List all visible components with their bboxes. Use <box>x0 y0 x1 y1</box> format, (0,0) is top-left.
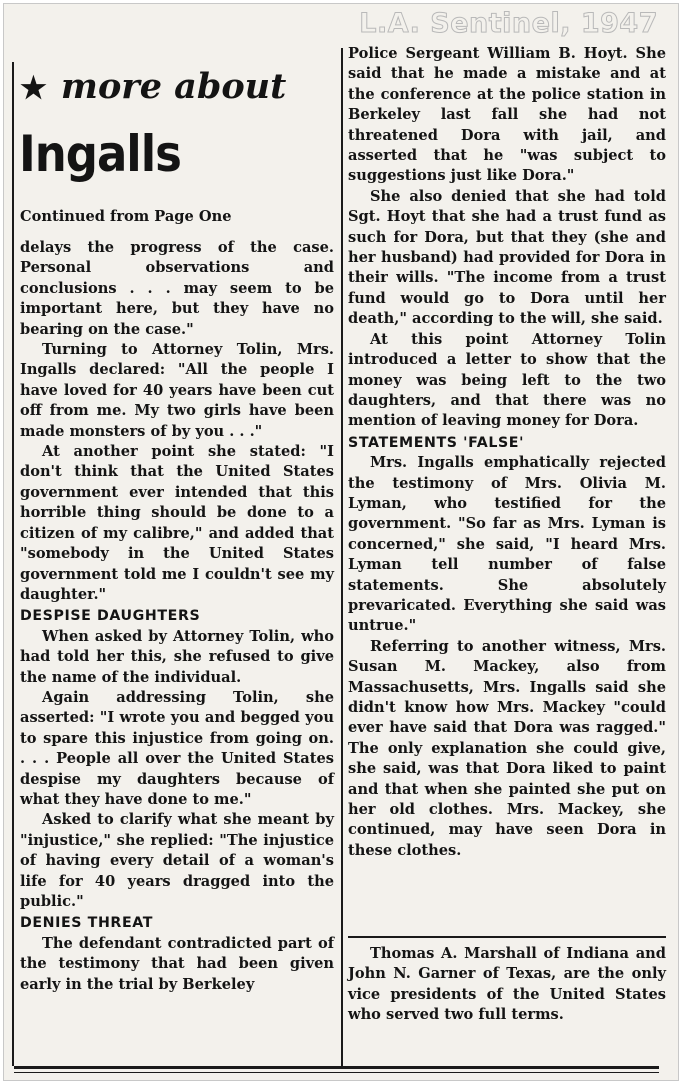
article-paragraph: At this point Attorney Tolin introduced a letter to show that the money was being left to the two daughters, and that there was no mention of leaving money for Dora. <box>348 330 666 430</box>
kicker-text: more about <box>60 66 287 107</box>
section-subhead: DENIES THREAT <box>20 915 153 932</box>
article-paragraph: The defendant contradicted part of the testimony that had been given early in the trial by Berkeley <box>20 934 334 993</box>
article-paragraph: Police Sergeant William B. Hoyt. She said that he made a mistake and at the conference at the police station in Berkeley last fall she had not threatened Dora with jail, and asserted that he "was subject to suggestions just like Dora." <box>348 45 666 185</box>
kicker-line <box>20 66 286 110</box>
left-column <box>20 238 334 995</box>
star-icon: ★ <box>20 71 47 106</box>
continued-note: Continued from Page One <box>20 208 232 225</box>
filler-item <box>348 944 666 1026</box>
column-divider <box>341 48 343 1066</box>
section-subhead: DESPISE DAUGHTERS <box>20 608 201 625</box>
headline: Ingalls <box>19 125 181 183</box>
article-paragraph: Asked to clarify what she meant by "injustice," she replied: "The injustice of having every detail of a woman's life for 40 years dragged into the public." <box>20 811 334 910</box>
bottom-rule <box>14 1066 659 1069</box>
article-paragraph: Again addressing Tolin, she asserted: "I wrote you and begged you to spare this injustice from going on. . . . People all over the United States despise my daughters because of what they have done to me." <box>20 688 334 808</box>
article-paragraph: At another point she stated: "I don't think that the United States government ever intended that this horrible thing should be done to a citizen of my calibre," and added that "somebody in the United States government told me I couldn't see my daughter." <box>20 443 334 603</box>
article-paragraph: Mrs. Ingalls emphatically rejected the testimony of Mrs. Olivia M. Lyman, who testified for the government. "So far as Mrs. Lyman is concerned," she said, "I heard Mrs. Lyman tell number of false statements. She absolutely prevaricated. Everything she said was untrue." <box>348 454 666 635</box>
right-column <box>348 44 666 861</box>
article-paragraph: When asked by Attorney Tolin, who had told her this, she refused to give the name of the individual. <box>20 627 334 686</box>
article-paragraph: Turning to Attorney Tolin, Mrs. Ingalls declared: "All the people I have loved for 40 years have been cut off from me. My two girls have been made monsters of by you . . ." <box>20 341 334 440</box>
article-paragraph: delays the progress of the case. Personal observations and conclusions . . . may seem to be important here, but they have no bearing on the case." <box>20 239 334 338</box>
article-paragraph: Referring to another witness, Mrs. Susan M. Mackey, also from Massachusetts, Mrs. Ingalls said she didn't know how Mrs. Mackey "could ever have said that Dora was ragged." The only explanation she could give, she said, was that Dora liked to paint and that when she painted she put on her old clothes. Mrs. Mackey, she continued, may have seen Dora in these clothes. <box>348 637 666 859</box>
newspaper-clipping <box>3 3 679 1081</box>
article-paragraph: Thomas A. Marshall of Indiana and John N. Garner of Texas, are the only vice presidents of the United States who served two full terms. <box>348 945 666 1024</box>
section-subhead: STATEMENTS 'FALSE' <box>348 434 525 451</box>
bottom-rule-thin <box>14 1072 659 1073</box>
left-border-rule <box>12 62 14 1066</box>
section-separator <box>348 936 666 938</box>
article-paragraph: She also denied that she had told Sgt. Hoyt that she had a trust fund as such for Dora, but that they (she and her husband) had provided for Dora in their wills. "The income from a trust fund would go to Dora until her death," according to the will, she said. <box>348 187 666 328</box>
watermark: L.A. Sentinel, 1947 <box>359 8 658 39</box>
